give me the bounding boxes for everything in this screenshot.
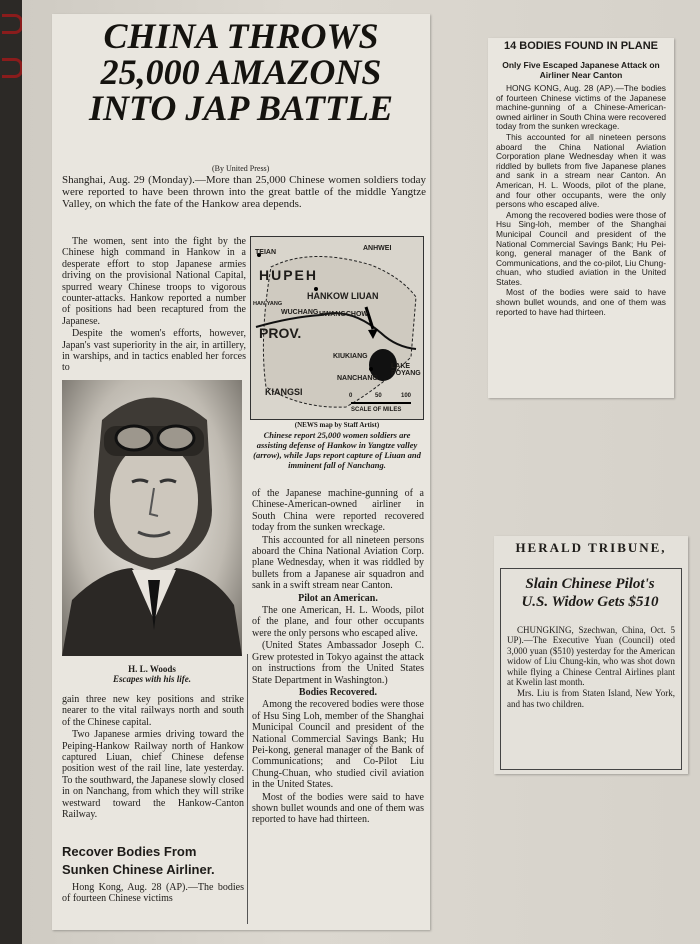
col1-paragraph-5 (62, 882, 244, 906)
col1-subhead-line-2: Sunken Chinese Airliner. (62, 862, 215, 877)
map-label-teian: TEIAN (255, 249, 276, 256)
herald-masthead: HERALD TRIBUNE, (515, 540, 667, 555)
col1-subhead-line-1: Recover Bodies From (62, 844, 197, 859)
bodies-paragraph-1: HONG KONG, Aug. 28 (AP).—The bodies of fourteen Chinese victims of the Japanese machine-gunning of a Chinese-American-owned airliner in South China were recovered today from the sunken wreckage. (496, 83, 666, 132)
col2-subhead-pilot: Pilot an American. (298, 592, 378, 604)
notebook-binding (0, 0, 22, 944)
column-rule (247, 654, 248, 924)
col2-paragraph-2: This accounted for all nineteen persons aboard the China National Aviation Corp. plane Wednesday, when it was riddled by bullets from a Japanese air squadron and sank in a swift stream near Canton. (252, 534, 424, 592)
bodies-headline: 14 BODIES FOUND IN PLANE (503, 40, 659, 52)
bodies-paragraph-3: Among the recovered bodies were those of Hsu Sing-loh, member of the Shanghai Municipal Council and president of the National Commercial Savings Bank; Hu Pei-kong, general manager of the Bank of Communications, and the co-pilot, Liu Chung-chuan, who studied aviation in the United States. (496, 209, 666, 287)
headline-line-3: INTO JAP BATTLE (88, 88, 394, 128)
map-scale-100: 100 (401, 393, 412, 399)
col1-paragraph-2: Despite the women's efforts, however, Japan's vast superiority in the air, in artillery, in warships, and in tactics enabled her forces to (62, 328, 246, 374)
herald-paragraph-2: Mrs. Liu is from Staten Island, New York, and has two children. (507, 688, 675, 709)
col2-paragraph-5: Among the recovered bodies were those of Hsu Sing Loh, member of the Shanghai Municipal Council and president of the National Commercial Savings Bank; Hu Pei-kong, general manager of the Bank of Communications; and Co-Pilot Liu Chung-Chuan, who studied civil aviation in the United States. (252, 699, 424, 791)
herald-article-box (500, 568, 682, 770)
col1-paragraph-4: Two Japanese armies driving toward the Peiping-Hankow Railway north of Hankow captured Liuan, chief Chinese defense position west of the rail line, late yesterday. To the southward, the Japanese slowly closed in on Nanchang, from which they will strike westward toward the Hankow-Canton Railway. (62, 729, 244, 821)
bodies-paragraph-2: This accounted for all nineteen persons aboard the China National Aviation Corporation plane Wednesday when it was riddled by bullets from five Japanese planes and sank in a stream near Canton. An American, H. L. Woods, pilot of the plane, and four other occupants, were the only persons who escaped alive. (496, 131, 666, 210)
map-label-hwangchow: HWANGCHOW (319, 311, 368, 318)
herald-headline-line-2: U.S. Widow Gets $510 (521, 594, 659, 610)
herald-headline (505, 575, 675, 611)
news-map (250, 236, 424, 420)
map-caption-text: Chinese report 25,000 women soldiers are assisting defense of Hankow in Yangtze valley (arrow), while Japs report capture of Liuan and imminent fall of Nanchang. (253, 430, 421, 470)
col1-paragraph-1: The women, sent into the fight by the Chinese high command in Hankow in a desperate effort to stop Japanese armies driving on the provisional National Capital, spurred weary Chinese troops to vigorous counter-attacks. Hankow reported a number of positions had been recaptured from the Japanese. (62, 236, 246, 327)
headline-line-2: 25,000 AMAZONS (100, 52, 382, 92)
col2-paragraph-3: The one American, H. L. Woods, pilot of the plane, and four other occupants were the only persons who escaped alive. (252, 605, 424, 639)
lede-paragraph: Shanghai, Aug. 29 (Monday).—More than 25,000 Chinese women soldiers today were reported to have been thrown into the great battle of the middle Yangtze Valley, on which the fate of the Hankow area depends. (62, 174, 426, 210)
col1-paragraph-3: gain three new key positions and strike nearer to the vital railways north and south of the Chinese capital. (62, 694, 244, 728)
photo-name: H. L. Woods (128, 664, 176, 674)
map-label-kiangsi: KIANGSI (265, 387, 303, 397)
herald-paragraph-1: CHUNGKING, Szechwan, China, Oct. 5 UP).—The Executive Yuan (Council) oted 3,000 yuan ($510) yesterday for the American widow of Liu Chung-kin, who was shot down while flying a Chinese Central Airlines plant at Kwelin last month. (507, 625, 675, 688)
col2-subhead-bodies: Bodies Recovered. (298, 686, 378, 698)
map-label-hupeh: HUPEH (259, 267, 319, 283)
col2-paragraph-1: of the Japanese machine-gunning of a Chinese-American-owned airliner in South China were reported recovered today from the sunken wreckage. (252, 488, 424, 534)
col2-paragraph-6: Most of the bodies were said to have shown bullet wounds and one of them was reported to have had thirteen. (252, 791, 424, 826)
herald-headline-line-1: Slain Chinese Pilot's (525, 576, 655, 592)
col1-top (62, 236, 246, 375)
headline-line-1: CHINA THROWS (103, 16, 379, 56)
photo-caption-text: Escapes with his life. (112, 674, 191, 684)
col1-paragraph-5-text: Hong Kong, Aug. 28 (AP).—The bodies of fourteen Chinese victims (62, 882, 244, 905)
map-scale-label: SCALE OF MILES (351, 407, 402, 413)
binding-ring (2, 14, 23, 34)
map-label-wuchang: WUCHANG (281, 309, 319, 316)
bodies-paragraph-4: Most of the bodies were said to have shown bullet wounds, and one of them was reported to have had thirteen. (496, 287, 666, 317)
map-scale-0: 0 (349, 393, 353, 399)
col2-paragraph-4: (United States Ambassador Joseph C. Grew protested in Tokyo against the attack on instructions from the United States State Department in Washington.) (252, 640, 424, 686)
map-scale-50: 50 (375, 393, 382, 399)
wire-credit: (By United Press) (212, 164, 270, 173)
binding-ring (2, 58, 23, 78)
pilot-portrait-drawing (62, 380, 242, 656)
map-caption (250, 420, 424, 470)
col2-body (252, 488, 424, 827)
bodies-found-clipping (488, 38, 674, 398)
main-clipping (52, 14, 430, 930)
bodies-body (496, 84, 666, 318)
map-label-kiukiang: KIUKIANG (333, 353, 368, 360)
map-label-hanyang: HAN-YANG (253, 301, 283, 307)
col1-bottom (62, 694, 244, 821)
photo-caption (62, 664, 242, 684)
herald-tribune-clipping (494, 536, 688, 774)
map-label-nanchang: NANCHANG (337, 375, 378, 382)
map-label-anhwei: ANHWEI (363, 245, 392, 252)
pilot-photo (62, 380, 242, 656)
map-credit: (NEWS map by Staff Artist) (294, 421, 380, 429)
herald-body (507, 625, 675, 710)
bodies-deck: Only Five Escaped Japanese Attack on Airliner Near Canton (502, 60, 660, 80)
map-label-prov: PROV. (259, 325, 302, 341)
map-label-hankow-liuan: HANKOW LIUAN (307, 291, 379, 301)
map-label-lake: LAKE POYANG (391, 363, 421, 377)
